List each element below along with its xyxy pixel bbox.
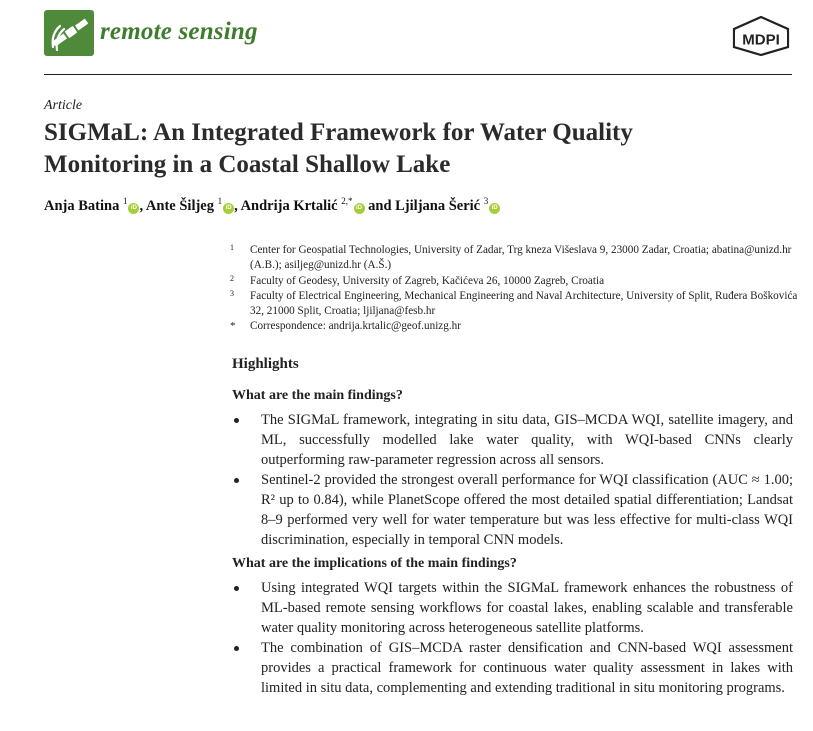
finding-item xyxy=(232,410,793,470)
affiliation-number: 2 xyxy=(230,273,234,283)
correspondence-item xyxy=(230,319,800,334)
finding-text: The SIGMaL framework, integrating in situ data, GIS–MCDA WQI, satellite imagery, and ML, successfully modelled lake water quality, with WQI-based CNNs clearly outperforming raw-parameter regression across all sensors. xyxy=(261,412,793,468)
author-affil-sup: 1 xyxy=(217,196,223,206)
affiliation-item xyxy=(230,289,800,320)
correspondence-marker: * xyxy=(230,320,236,333)
implications-list xyxy=(232,578,793,698)
journal-name[interactable]: remote sensing xyxy=(100,18,258,45)
author-separator: , xyxy=(234,197,241,214)
finding-text: Sentinel-2 provided the strongest overall performance for WQI classification (AUC ≈ 1.00; R² up to 0.84), while PlanetScope offered the most detailed spatial differentiation; Landsat 8–9 performed very well for water temperature but was less effective for multi-class WQI discrimination, especially in temporal CNN models. xyxy=(261,472,793,548)
implication-text: The combination of GIS–MCDA raster densification and CNN-based WQI assessment provides a practical framework for continuous water quality assessment in lakes with limited in situ data, complementing and extending traditional in situ monitoring programs. xyxy=(261,640,793,696)
implication-text: Using integrated WQI targets within the SIGMaL framework enhances the robustness of ML-based remote sensing workflows for coastal lakes, enabling scalable and transferable water quality monitoring across heterogeneous satellite platforms. xyxy=(261,580,793,636)
author-separator: , xyxy=(139,197,146,214)
affiliation-number: 3 xyxy=(230,288,234,298)
author-affil-sup: 1 xyxy=(122,196,128,206)
author-separator: and xyxy=(364,197,396,214)
author-list xyxy=(44,196,500,215)
satellite-icon xyxy=(44,10,94,56)
author-affil-sup: 3 xyxy=(483,196,489,206)
findings-question: What are the main findings? xyxy=(232,388,403,403)
author-affil-sup: 2,* xyxy=(341,196,353,206)
bullet-icon xyxy=(234,646,239,651)
correspondence-text: Correspondence: andrija.krtalic@geof.unizg.hr xyxy=(250,320,461,333)
article-type: Article xyxy=(44,98,83,113)
affiliation-text: Faculty of Geodesy, University of Zagreb, Kačićeva 26, 10000 Zagreb, Croatia xyxy=(250,274,605,287)
findings-list xyxy=(232,410,793,550)
journal-header xyxy=(44,10,792,74)
implications-question: What are the implications of the main findings? xyxy=(232,556,517,571)
mdpi-logo-text: MDPI xyxy=(742,31,780,49)
author-name[interactable]: Anja Batina xyxy=(44,197,120,214)
highlights-heading: Highlights xyxy=(232,356,299,372)
orcid-icon[interactable]: iD xyxy=(128,203,139,214)
author-name[interactable]: Ljiljana Šerić xyxy=(395,197,481,214)
bullet-icon xyxy=(234,478,239,483)
affiliation-item xyxy=(230,243,800,274)
implication-item xyxy=(232,638,793,698)
affiliation-item xyxy=(230,274,800,289)
orcid-icon[interactable]: iD xyxy=(354,203,365,214)
author-name[interactable]: Ante Šiljeg xyxy=(145,197,214,214)
header-rule xyxy=(44,74,792,75)
orcid-icon[interactable]: iD xyxy=(489,203,500,214)
affiliation-text: Faculty of Electrical Engineering, Mechanical Engineering and Naval Architecture, University of Split, Ruđera Boškovića 32, 21000 Split, Croatia; ljiljana@fesb.hr xyxy=(250,289,798,318)
affiliation-number: 1 xyxy=(230,243,234,252)
bullet-icon xyxy=(234,418,239,423)
affiliation-text: Center for Geospatial Technologies, University of Zadar, Trg kneza Višeslava 9, 23000 Zadar, Croatia; abatina@unizd.hr (A.B.); asiljeg@unizd.hr (A.Š.) xyxy=(250,244,792,272)
bullet-icon xyxy=(234,586,239,591)
affiliation-list xyxy=(230,243,800,335)
finding-item xyxy=(232,470,793,550)
orcid-icon[interactable]: iD xyxy=(223,203,234,214)
mdpi-logo[interactable] xyxy=(730,16,792,56)
paper-title: SIGMaL: An Integrated Framework for Water Quality Monitoring in a Coastal Shallow Lake xyxy=(44,119,633,178)
implication-item xyxy=(232,578,793,638)
author-name[interactable]: Andrija Krtalić xyxy=(240,197,338,214)
